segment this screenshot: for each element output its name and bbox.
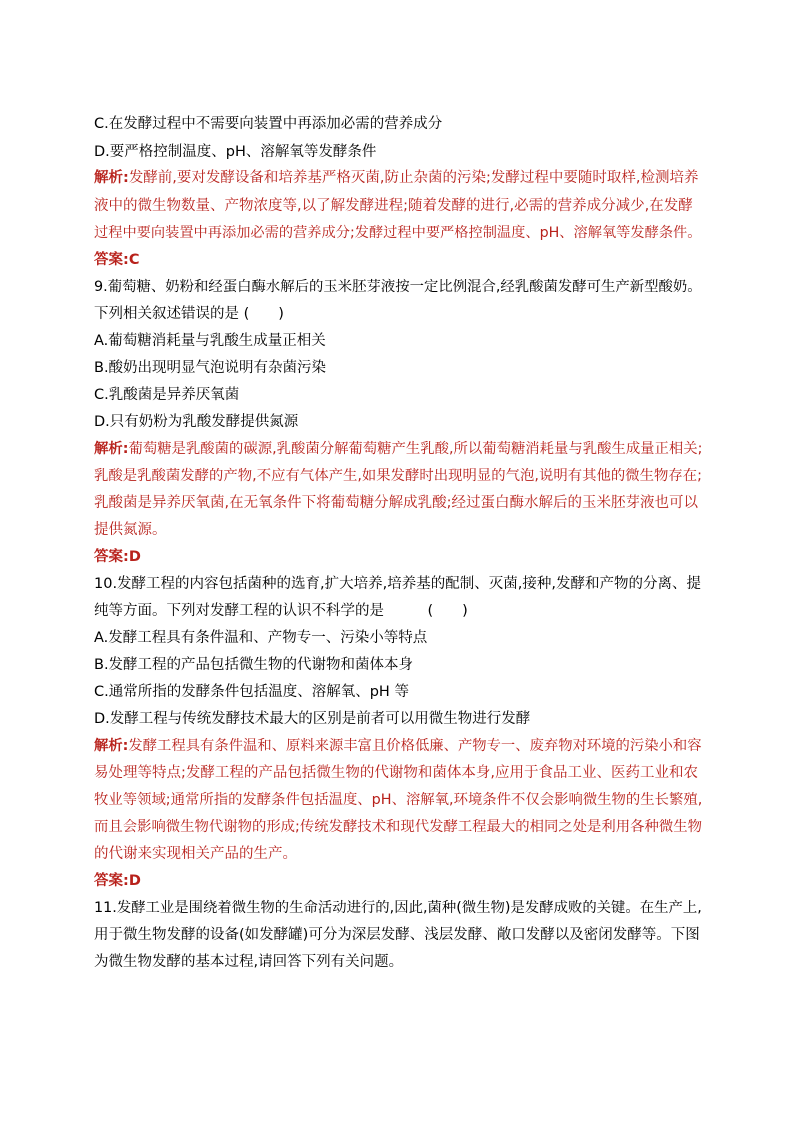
q11-stem-line-2: 用于微生物发酵的设备(如发酵罐)可分为深层发酵、浅层发酵、敞口发酵以及密闭发酵等。下图 bbox=[94, 927, 700, 943]
q9-stem-line-2: 下列相关叙述错误的是 ( ) bbox=[94, 306, 284, 322]
q8-answer-label: 答案: bbox=[94, 252, 129, 268]
q10-analysis-line-4: 而且会影响微生物代谢物的形成;传统发酵技术和现代发酵工程最大的相同之处是利用各种微生物 bbox=[94, 819, 702, 835]
q8-analysis-line-3: 过程中要向装置中再添加必需的营养成分;发酵过程中要严格控制温度、pH、溶解氧等发酵条件。 bbox=[94, 225, 702, 241]
q9-option-a: A.葡萄糖消耗量与乳酸生成量正相关 bbox=[94, 333, 326, 349]
q9-option-b: B.酸奶出现明显气泡说明有杂菌污染 bbox=[94, 360, 327, 376]
q10-analysis-text-1: 发酵工程具有条件温和、原料来源丰富且价格低廉、产物专一、废弃物对环境的污染小和容 bbox=[128, 738, 702, 754]
q9-answer-label: 答案: bbox=[94, 549, 129, 565]
q10-analysis-line-1 bbox=[94, 736, 702, 756]
q9-analysis-line-4: 提供氮源。 bbox=[94, 522, 167, 538]
q8-analysis-line-2: 液中的微生物数量、产物浓度等,以了解发酵进程;随着发酵的进行,必需的营养成分减少,在发酵 bbox=[94, 198, 693, 214]
q8-analysis-label: 解析: bbox=[94, 170, 129, 186]
q9-option-d: D.只有奶粉为乳酸发酵提供氮源 bbox=[94, 414, 299, 430]
q10-answer-label: 答案: bbox=[94, 873, 129, 889]
q10-answer bbox=[94, 871, 141, 891]
q11-stem-line-3: 为微生物发酵的基本过程,请回答下列有关问题。 bbox=[94, 954, 404, 970]
q10-answer-value: D bbox=[128, 873, 141, 889]
q10-stem-line-2: 纯等方面。下列对发酵工程的认识不科学的是 ( ) bbox=[94, 603, 468, 619]
q10-option-a: A.发酵工程具有条件温和、产物专一、污染小等特点 bbox=[94, 630, 428, 646]
q8-answer-value: C bbox=[128, 252, 140, 268]
q11-stem-line-1: 11.发酵工业是围绕着微生物的生命活动进行的,因此,菌种(微生物)是发酵成败的关键。在生产上, bbox=[94, 900, 702, 916]
q10-analysis-line-2: 易处理等特点;发酵工程的产品包括微生物的代谢物和菌体本身,应用于食品工业、医药工业和农 bbox=[94, 765, 698, 781]
q8-option-c: C.在发酵过程中不需要向装置中再添加必需的营养成分 bbox=[94, 116, 443, 132]
q9-analysis-line-3: 乳酸菌是异养厌氧菌,在无氧条件下将葡萄糖分解成乳酸;经过蛋白酶水解后的玉米胚芽液也可以 bbox=[94, 495, 698, 511]
q10-analysis-line-5: 的代谢来实现相关产品的生产。 bbox=[94, 846, 297, 862]
q10-stem-line-1: 10.发酵工程的内容包括菌种的选育,扩大培养,培养基的配制、灭菌,接种,发酵和产物的分离、提 bbox=[94, 576, 701, 592]
q10-analysis-line-3: 牧业等领域;通常所指的发酵条件包括温度、pH、溶解氧,环境条件不仅会影响微生物的生长繁殖, bbox=[94, 792, 703, 808]
q8-analysis-text-1: 发酵前,要对发酵设备和培养基严格灭菌,防止杂菌的污染;发酵过程中要随时取样,检测培养 bbox=[128, 170, 699, 186]
q8-option-d: D.要严格控制温度、pH、溶解氧等发酵条件 bbox=[94, 144, 377, 160]
q9-option-c: C.乳酸菌是异养厌氧菌 bbox=[94, 387, 240, 403]
q9-analysis-line-1 bbox=[94, 439, 702, 459]
q10-option-b: B.发酵工程的产品包括微生物的代谢物和菌体本身 bbox=[94, 657, 414, 673]
q9-analysis-text-1: 葡萄糖是乳酸菌的碳源,乳酸菌分解葡萄糖产生乳酸,所以葡萄糖消耗量与乳酸生成量正相关; bbox=[128, 441, 703, 457]
q10-option-c: C.通常所指的发酵条件包括温度、溶解氧、pH 等 bbox=[94, 684, 409, 700]
q10-option-d: D.发酵工程与传统发酵技术最大的区别是前者可以用微生物进行发酵 bbox=[94, 711, 531, 727]
q9-analysis-line-2: 乳酸是乳酸菌发酵的产物,不应有气体产生,如果发酵时出现明显的气泡,说明有其他的微生物存在; bbox=[94, 468, 702, 484]
q9-stem-line-1: 9.葡萄糖、奶粉和经蛋白酶水解后的玉米胚芽液按一定比例混合,经乳酸菌发酵可生产新型酸奶。 bbox=[94, 279, 702, 295]
q9-answer-value: D bbox=[128, 549, 141, 565]
q8-answer bbox=[94, 250, 139, 270]
q9-analysis-label: 解析: bbox=[94, 441, 129, 457]
q8-analysis-line-1 bbox=[94, 168, 699, 188]
q10-analysis-label: 解析: bbox=[94, 738, 129, 754]
q9-answer bbox=[94, 547, 141, 567]
